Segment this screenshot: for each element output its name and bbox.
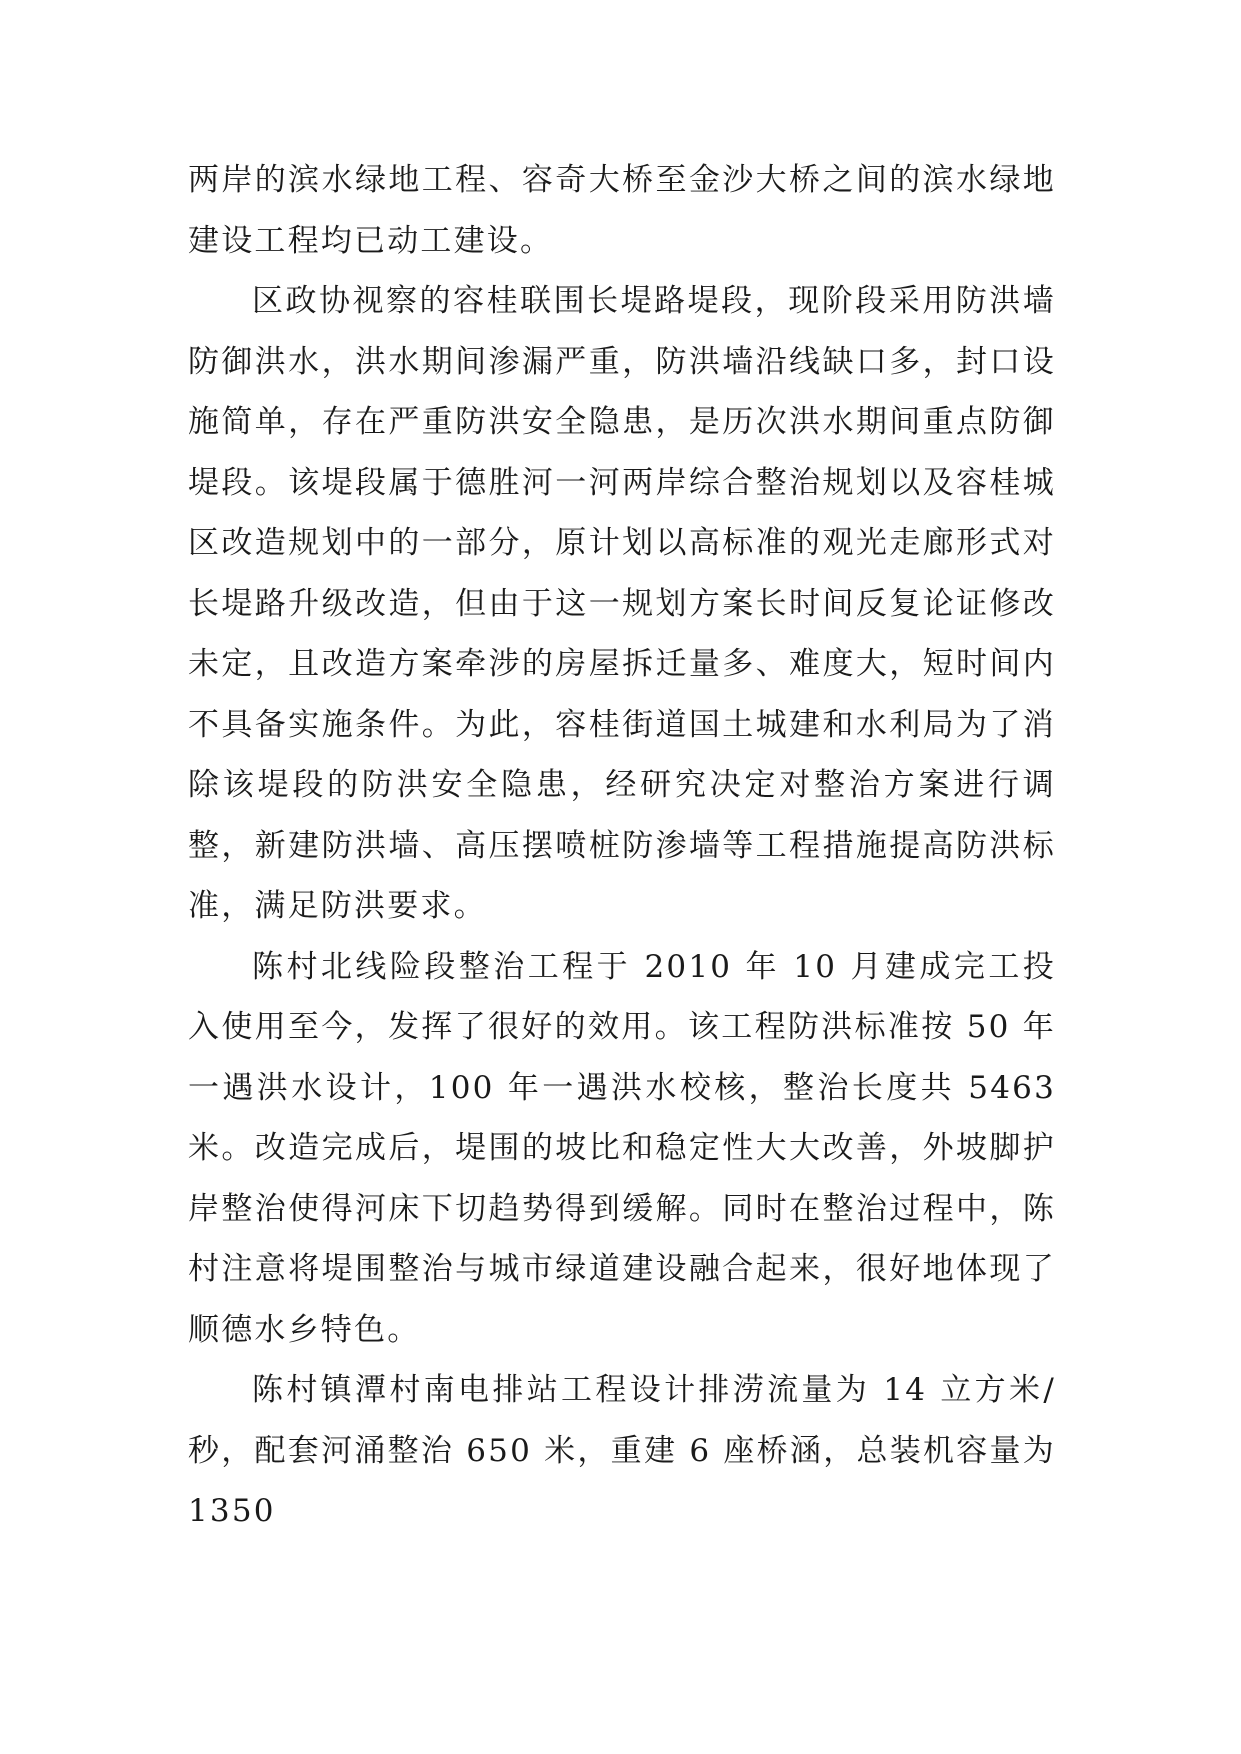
paragraph-3: 陈村北线险段整治工程于 2010 年 10 月建成完工投入使用至今，发挥了很好的效用。该工程防洪标准按 50 年一遇洪水设计，100 年一遇洪水校核，整治长度共 5463 米。改造完成后，堤围的坡比和稳定性大大改善，外坡脚护岸整治使得河床下切趋势得到缓解。同时在整治过程中，陈村注意将堤围整治与城市绿道建设融合起来，很好地体现了顺德水乡特色。 [188,948,1056,1348]
document-body [188,150,1056,1542]
paragraph-4: 陈村镇潭村南电排站工程设计排涝流量为 14 立方米/秒，配套河涌整治 650 米，重建 6 座桥涵，总装机容量为 1350 [188,1372,1056,1529]
paragraph-2: 区政协视察的容桂联围长堤路堤段，现阶段采用防洪墙防御洪水，洪水期间渗漏严重，防洪墙沿线缺口多，封口设施简单，存在严重防洪安全隐患，是历次洪水期间重点防御堤段。该堤段属于德胜河一河两岸综合整治规划以及容桂城区改造规划中的一部分，原计划以高标准的观光走廊形式对长堤路升级改造，但由于这一规划方案长时间反复论证修改未定，且改造方案牵涉的房屋拆迁量多、难度大，短时间内不具备实施条件。为此，容桂街道国土城建和水利局为了消除该堤段的防洪安全隐患，经研究决定对整治方案进行调整，新建防洪墙、高压摆喷桩防渗墙等工程措施提高防洪标准，满足防洪要求。 [188,283,1056,924]
paragraph-1: 两岸的滨水绿地工程、容奇大桥至金沙大桥之间的滨水绿地建设工程均已动工建设。 [188,162,1056,259]
